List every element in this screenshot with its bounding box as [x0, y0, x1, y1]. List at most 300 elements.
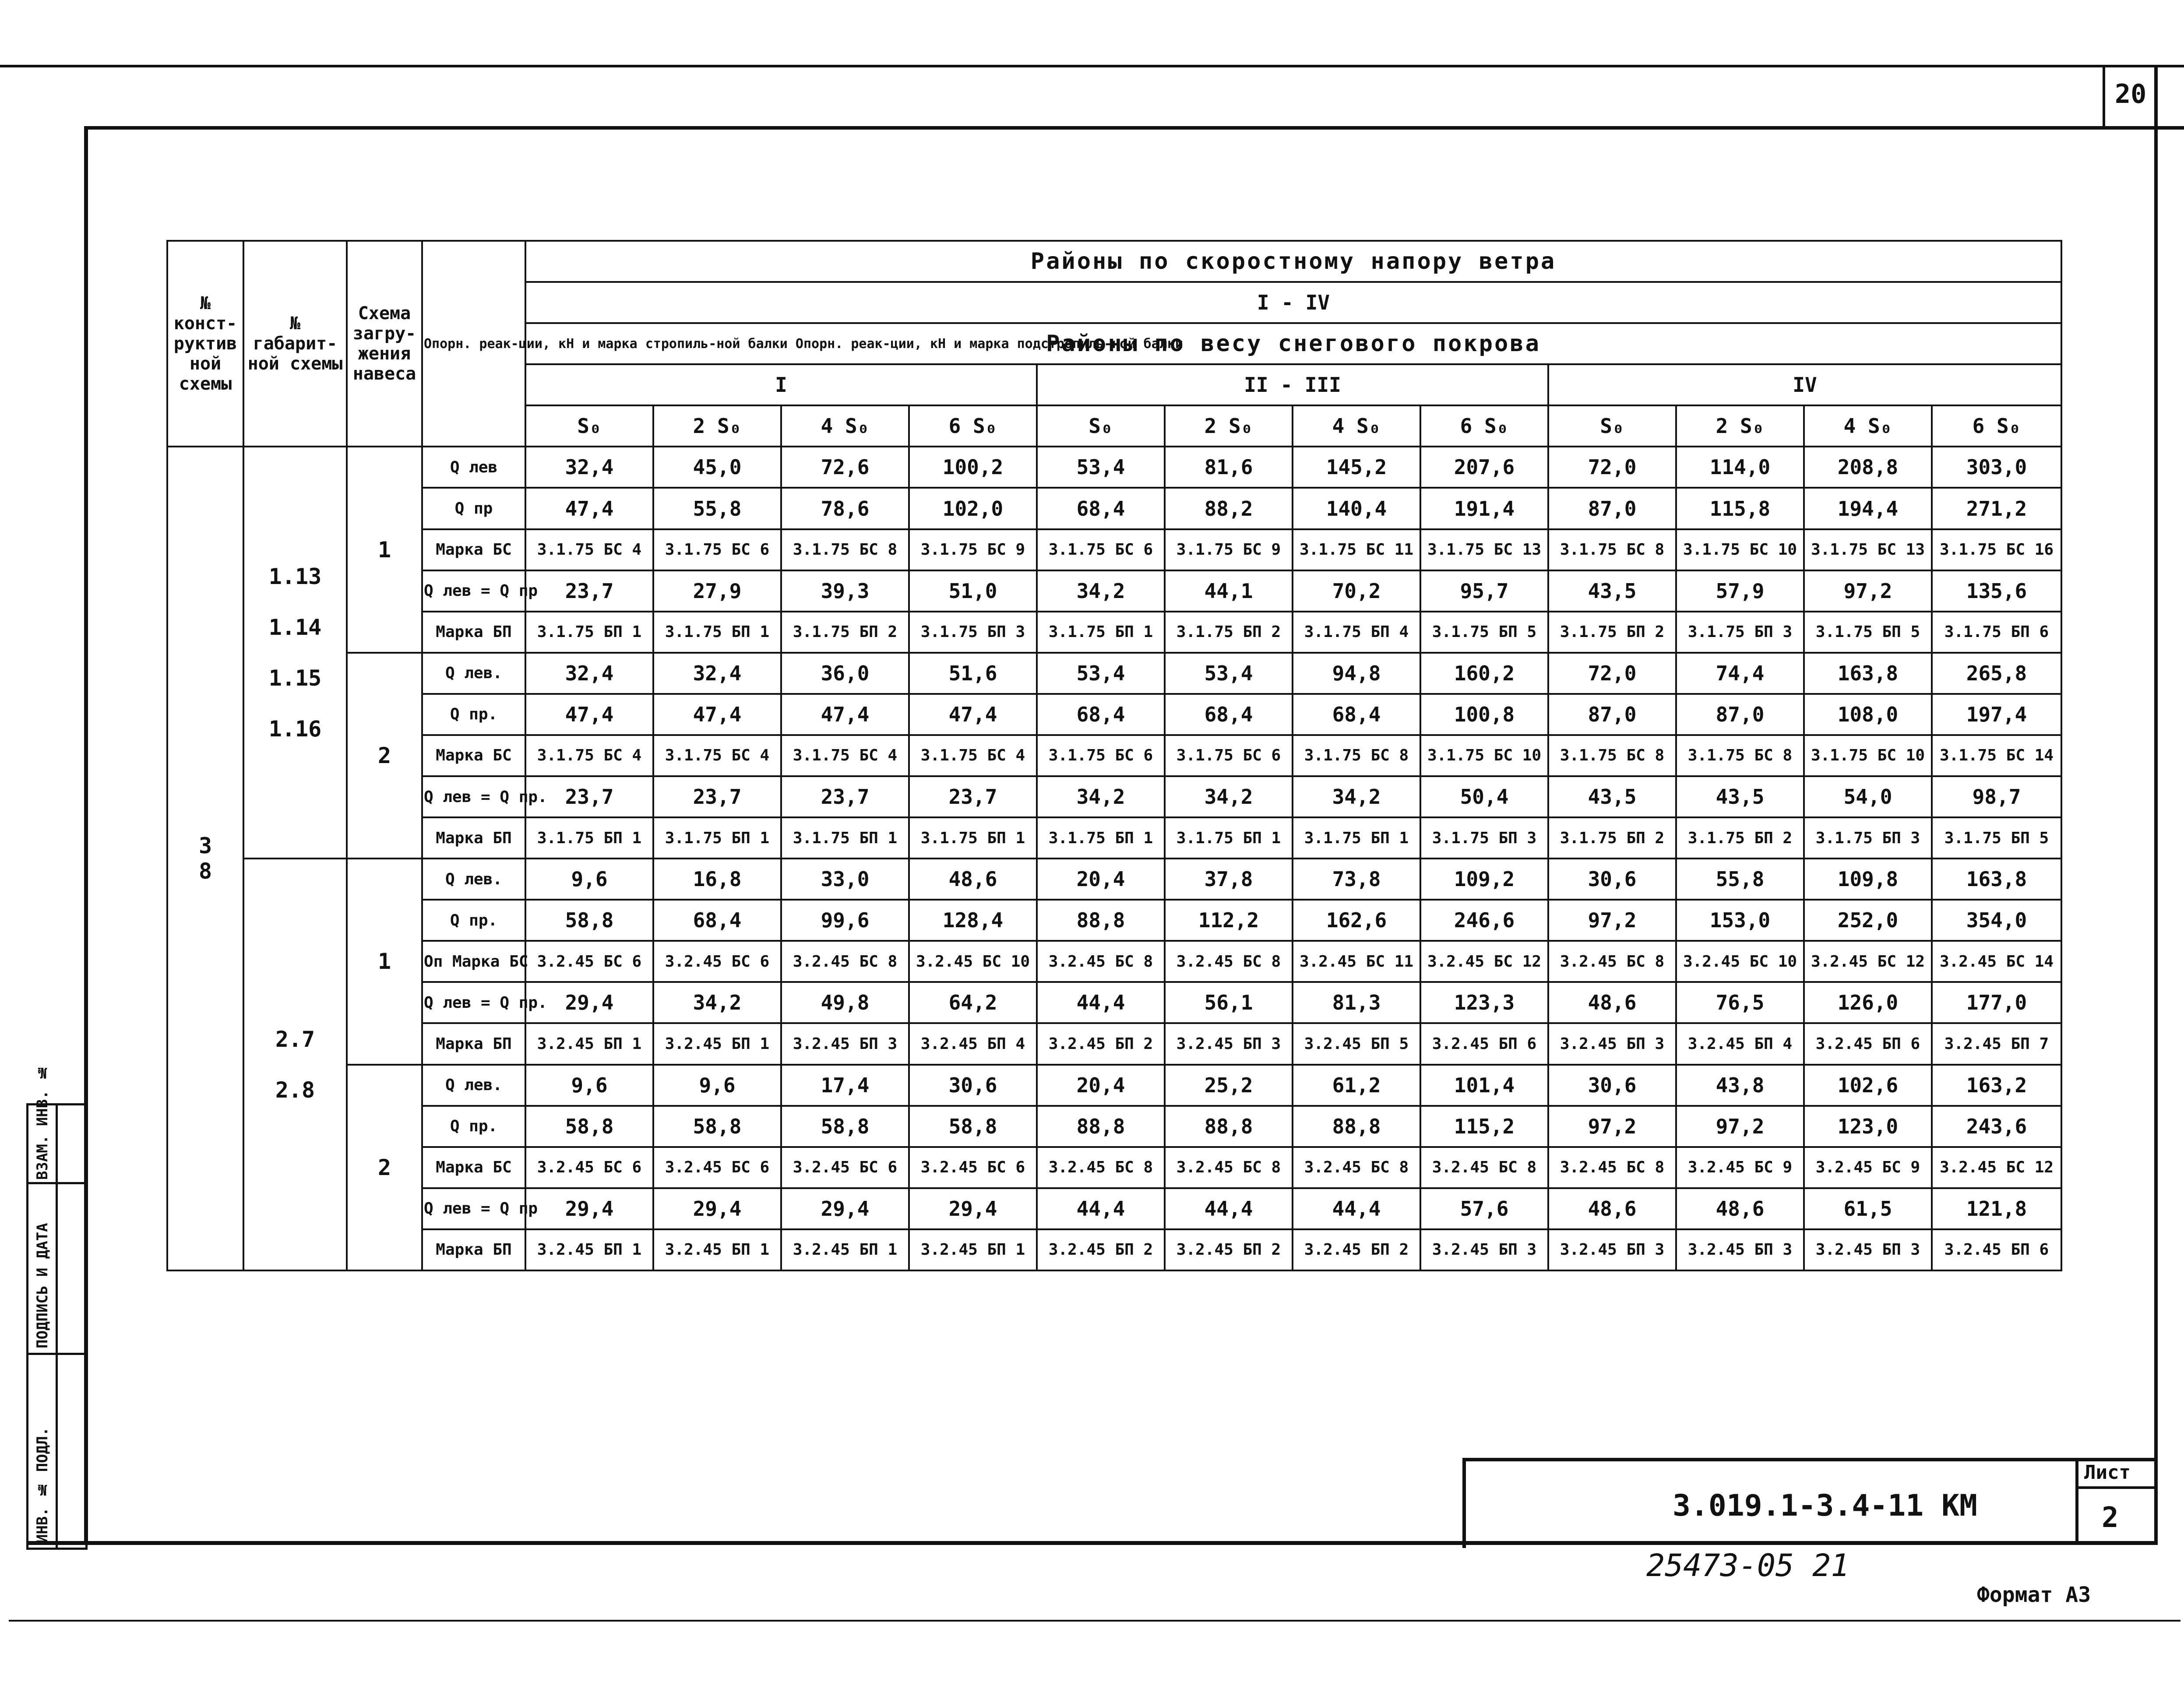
value-cell: 3.1.75 БП 3	[1804, 817, 1932, 859]
value-cell: 3.2.45 БП 6	[1932, 1229, 2061, 1270]
value-cell: 58,8	[525, 900, 653, 941]
value-cell: 3.1.75 БП 2	[1548, 817, 1676, 859]
load-col-header: 6 S₀	[1932, 405, 2061, 447]
table-row	[167, 776, 2061, 817]
value-cell: 99,6	[781, 900, 909, 941]
table-row	[167, 859, 2061, 900]
value-cell: 3.1.75 БП 2	[1548, 612, 1676, 653]
value-cell: 112,2	[1165, 900, 1293, 941]
value-cell: 3.1.75 БС 4	[525, 735, 653, 776]
value-cell: 3.1.75 БП 2	[1676, 817, 1804, 859]
sheet-label: Лист	[2084, 1461, 2131, 1484]
table-row	[167, 735, 2061, 776]
value-cell: 30,6	[909, 1065, 1037, 1106]
value-cell: 3.2.45 БП 3	[781, 1023, 909, 1064]
value-cell: 87,0	[1548, 694, 1676, 735]
value-cell: 48,6	[1548, 982, 1676, 1023]
table-row	[167, 1065, 2061, 1106]
value-cell: 207,6	[1420, 447, 1548, 488]
value-cell: 32,4	[653, 653, 781, 694]
value-cell: 34,2	[1037, 776, 1165, 817]
value-cell: 191,4	[1420, 488, 1548, 529]
value-cell: 303,0	[1932, 447, 2061, 488]
value-cell: 47,4	[653, 694, 781, 735]
value-cell: 208,8	[1804, 447, 1932, 488]
value-cell: 49,8	[781, 982, 909, 1023]
value-cell: 76,5	[1676, 982, 1804, 1023]
load-col-header: S₀	[525, 405, 653, 447]
value-cell: 3.2.45 БС 8	[1548, 1147, 1676, 1188]
value-cell: 30,6	[1548, 1065, 1676, 1106]
value-cell: 109,2	[1420, 859, 1548, 900]
value-cell: 27,9	[653, 570, 781, 612]
value-cell: 140,4	[1293, 488, 1420, 529]
value-cell: 3.2.45 БП 1	[525, 1023, 653, 1064]
snow-group-1: I	[525, 364, 1037, 405]
value-cell: 126,0	[1804, 982, 1932, 1023]
value-cell: 54,0	[1804, 776, 1932, 817]
row-label: Q лев.	[422, 859, 525, 900]
snow-group-2: II - III	[1037, 364, 1548, 405]
value-cell: 57,9	[1676, 570, 1804, 612]
value-cell: 3.2.45 БП 1	[909, 1229, 1037, 1270]
row-label: Q лев = Q пр	[422, 570, 525, 612]
value-cell: 3.1.75 БС 4	[781, 735, 909, 776]
value-cell: 33,0	[781, 859, 909, 900]
value-cell: 34,2	[1293, 776, 1420, 817]
value-cell: 3.1.75 БП 1	[525, 817, 653, 859]
value-cell: 3.2.45 БС 8	[1420, 1147, 1548, 1188]
value-cell: 3.1.75 БП 1	[1293, 817, 1420, 859]
value-cell: 3.2.45 БП 6	[1804, 1023, 1932, 1064]
value-cell: 45,0	[653, 447, 781, 488]
value-cell: 51,6	[909, 653, 1037, 694]
value-cell: 3.1.75 БС 4	[653, 735, 781, 776]
value-cell: 3.1.75 БП 1	[1165, 817, 1293, 859]
value-cell: 87,0	[1548, 488, 1676, 529]
value-cell: 3.2.45 БС 11	[1293, 941, 1420, 982]
value-cell: 246,6	[1420, 900, 1548, 941]
value-cell: 3.1.75 БП 3	[1676, 612, 1804, 653]
value-cell: 58,8	[653, 1106, 781, 1147]
value-cell: 197,4	[1932, 694, 2061, 735]
table-row	[167, 653, 2061, 694]
value-cell: 97,2	[1548, 900, 1676, 941]
value-cell: 97,2	[1676, 1106, 1804, 1147]
value-cell: 3.2.45 БП 3	[1420, 1229, 1548, 1270]
value-cell: 48,6	[909, 859, 1037, 900]
value-cell: 48,6	[1548, 1188, 1676, 1229]
value-cell: 3.1.75 БС 6	[1037, 529, 1165, 570]
value-cell: 3.1.75 БС 8	[781, 529, 909, 570]
value-cell: 135,6	[1932, 570, 2061, 612]
format-label: Формат А3	[1977, 1583, 2091, 1607]
value-cell: 354,0	[1932, 900, 2061, 941]
value-cell: 87,0	[1676, 694, 1804, 735]
stamp-vzam-inv: ВЗАМ. ИНВ. №	[34, 1063, 51, 1180]
value-cell: 3.2.45 БС 6	[525, 1147, 653, 1188]
value-cell: 23,7	[781, 776, 909, 817]
row-label: Q пр.	[422, 694, 525, 735]
value-cell: 3.2.45 БП 2	[1165, 1229, 1293, 1270]
row-label: Q лев.	[422, 1065, 525, 1106]
load-col-header: 6 S₀	[909, 405, 1037, 447]
value-cell: 3.1.75 БП 5	[1932, 817, 2061, 859]
value-cell: 3.1.75 БС 4	[909, 735, 1037, 776]
sheet-number: 2	[2102, 1502, 2119, 1534]
value-cell: 43,5	[1676, 776, 1804, 817]
value-cell: 20,4	[1037, 859, 1165, 900]
value-cell: 3.2.45 БС 8	[1548, 941, 1676, 982]
row-label: Марка БП	[422, 817, 525, 859]
value-cell: 34,2	[1037, 570, 1165, 612]
row-label: Марка БП	[422, 1023, 525, 1064]
value-cell: 44,1	[1165, 570, 1293, 612]
value-cell: 3.2.45 БС 12	[1804, 941, 1932, 982]
value-cell: 3.1.75 БС 6	[653, 529, 781, 570]
snow-group-3: IV	[1548, 364, 2061, 405]
value-cell: 160,2	[1420, 653, 1548, 694]
value-cell: 78,6	[781, 488, 909, 529]
wind-region-title: Районы по скоростному напору ветра	[525, 241, 2061, 282]
value-cell: 32,4	[525, 653, 653, 694]
value-cell: 3.1.75 БС 14	[1932, 735, 2061, 776]
value-cell: 3.1.75 БС 11	[1293, 529, 1420, 570]
table-row	[167, 1188, 2061, 1229]
value-cell: 23,7	[653, 776, 781, 817]
value-cell: 68,4	[1037, 488, 1165, 529]
value-cell: 68,4	[1037, 694, 1165, 735]
value-cell: 44,4	[1037, 982, 1165, 1023]
value-cell: 81,3	[1293, 982, 1420, 1023]
value-cell: 3.1.75 БП 2	[781, 612, 909, 653]
value-cell: 3.1.75 БП 1	[909, 817, 1037, 859]
value-cell: 47,4	[909, 694, 1037, 735]
value-cell: 265,8	[1932, 653, 2061, 694]
value-cell: 102,6	[1804, 1065, 1932, 1106]
value-cell: 3.1.75 БС 10	[1676, 529, 1804, 570]
value-cell: 3.2.45 БП 2	[1037, 1023, 1165, 1064]
value-cell: 3.1.75 БС 9	[1165, 529, 1293, 570]
value-cell: 3.1.75 БП 3	[1420, 817, 1548, 859]
value-cell: 3.2.45 БС 6	[653, 1147, 781, 1188]
value-cell: 271,2	[1932, 488, 2061, 529]
value-cell: 68,4	[1293, 694, 1420, 735]
value-cell: 74,4	[1676, 653, 1804, 694]
value-cell: 121,8	[1932, 1188, 2061, 1229]
value-cell: 47,4	[525, 488, 653, 529]
value-cell: 88,8	[1293, 1106, 1420, 1147]
value-cell: 97,2	[1804, 570, 1932, 612]
value-cell: 102,0	[909, 488, 1037, 529]
value-cell: 177,0	[1932, 982, 2061, 1023]
row-label: Q пр	[422, 488, 525, 529]
table-row	[167, 447, 2061, 488]
value-cell: 39,3	[781, 570, 909, 612]
value-cell: 3.2.45 БП 3	[1804, 1229, 1932, 1270]
value-cell: 3.2.45 БС 10	[1676, 941, 1804, 982]
value-cell: 3.2.45 БП 3	[1548, 1229, 1676, 1270]
value-cell: 3.2.45 БС 6	[909, 1147, 1037, 1188]
load-col-header: 2 S₀	[1165, 405, 1293, 447]
value-cell: 72,6	[781, 447, 909, 488]
value-cell: 47,4	[525, 694, 653, 735]
value-cell: 114,0	[1676, 447, 1804, 488]
value-cell: 3.2.45 БП 1	[653, 1023, 781, 1064]
load-col-header: 4 S₀	[1293, 405, 1420, 447]
value-cell: 88,8	[1037, 1106, 1165, 1147]
value-cell: 30,6	[1548, 859, 1676, 900]
value-cell: 44,4	[1165, 1188, 1293, 1229]
load-col-header: 2 S₀	[653, 405, 781, 447]
value-cell: 16,8	[653, 859, 781, 900]
table-row	[167, 694, 2061, 735]
value-cell: 3.1.75 БС 8	[1548, 529, 1676, 570]
value-cell: 9,6	[525, 1065, 653, 1106]
value-cell: 145,2	[1293, 447, 1420, 488]
sheet-number-top: 20	[2115, 79, 2147, 109]
value-cell: 163,8	[1932, 859, 2061, 900]
value-cell: 100,2	[909, 447, 1037, 488]
value-cell: 58,8	[781, 1106, 909, 1147]
value-cell: 100,8	[1420, 694, 1548, 735]
row-label: Q лев = Q пр.	[422, 982, 525, 1023]
header-load-scheme: Схема загру-жения навеса	[347, 241, 422, 447]
row-label: Марка БС	[422, 529, 525, 570]
value-cell: 29,4	[781, 1188, 909, 1229]
value-cell: 3.1.75 БС 8	[1293, 735, 1420, 776]
value-cell: 3.1.75 БП 1	[653, 817, 781, 859]
row-label: Q лев.	[422, 653, 525, 694]
value-cell: 3.2.45 БП 5	[1293, 1023, 1420, 1064]
side-stamp	[26, 1063, 88, 1550]
load-col-header: S₀	[1037, 405, 1165, 447]
bottom-rule	[9, 1620, 2180, 1622]
value-cell: 97,2	[1548, 1106, 1676, 1147]
top-rule	[0, 65, 2184, 67]
value-cell: 123,3	[1420, 982, 1548, 1023]
value-cell: 73,8	[1293, 859, 1420, 900]
value-cell: 153,0	[1676, 900, 1804, 941]
value-cell: 55,8	[1676, 859, 1804, 900]
value-cell: 3.2.45 БС 6	[781, 1147, 909, 1188]
value-cell: 29,4	[525, 1188, 653, 1229]
table-row	[167, 1106, 2061, 1147]
value-cell: 3.1.75 БП 6	[1932, 612, 2061, 653]
value-cell: 72,0	[1548, 447, 1676, 488]
table-row	[167, 817, 2061, 859]
gabarit-scheme-group: 1.13 1.14 1.15 1.16	[243, 447, 347, 859]
row-label: Q лев	[422, 447, 525, 488]
konstr-scheme-number: 3 8	[167, 447, 243, 1270]
stamp-podpis-data: ПОДПИСЬ И ДАТА	[34, 1223, 51, 1348]
value-cell: 3.1.75 БП 5	[1420, 612, 1548, 653]
value-cell: 29,4	[653, 1188, 781, 1229]
value-cell: 56,1	[1165, 982, 1293, 1023]
value-cell: 162,6	[1293, 900, 1420, 941]
value-cell: 3.2.45 БС 12	[1932, 1147, 2061, 1188]
value-cell: 50,4	[1420, 776, 1548, 817]
table-row	[167, 570, 2061, 612]
value-cell: 44,4	[1293, 1188, 1420, 1229]
value-cell: 3.2.45 БС 8	[1293, 1147, 1420, 1188]
value-cell: 57,6	[1420, 1188, 1548, 1229]
table-row	[167, 1023, 2061, 1064]
value-cell: 3.2.45 БС 9	[1676, 1147, 1804, 1188]
value-cell: 109,8	[1804, 859, 1932, 900]
value-cell: 43,8	[1676, 1065, 1804, 1106]
value-cell: 3.2.45 БП 1	[781, 1229, 909, 1270]
value-cell: 3.2.45 БС 8	[1037, 941, 1165, 982]
value-cell: 3.1.75 БП 1	[1037, 817, 1165, 859]
frame-top	[84, 126, 2184, 130]
drawing-code: 3.019.1-3.4-11 КМ	[1673, 1488, 1977, 1523]
value-cell: 64,2	[909, 982, 1037, 1023]
value-cell: 43,5	[1548, 570, 1676, 612]
value-cell: 101,4	[1420, 1065, 1548, 1106]
value-cell: 23,7	[525, 776, 653, 817]
frame-right	[2154, 65, 2158, 1545]
load-col-header: S₀	[1548, 405, 1676, 447]
row-label: Q пр.	[422, 1106, 525, 1147]
handwritten-number: 25473-05 21	[1646, 1548, 1849, 1583]
row-label: Q лев = Q пр	[422, 1188, 525, 1229]
value-cell: 3.1.75 БС 8	[1676, 735, 1804, 776]
value-cell: 3.2.45 БС 10	[909, 941, 1037, 982]
value-cell: 25,2	[1165, 1065, 1293, 1106]
value-cell: 252,0	[1804, 900, 1932, 941]
value-cell: 61,5	[1804, 1188, 1932, 1229]
value-cell: 3.2.45 БП 1	[525, 1229, 653, 1270]
load-col-header: 6 S₀	[1420, 405, 1548, 447]
table-row	[167, 529, 2061, 570]
table-row	[167, 488, 2061, 529]
value-cell: 3.2.45 БП 7	[1932, 1023, 2061, 1064]
load-table	[166, 240, 2062, 1271]
value-cell: 29,4	[525, 982, 653, 1023]
value-cell: 58,8	[909, 1106, 1037, 1147]
header-reactions: Опорн. реак-ции, кН и марка стропиль-ной балки Опорн. реак-ции, кН и марка подстропиль-ной балки	[422, 241, 525, 447]
value-cell: 3.1.75 БС 13	[1804, 529, 1932, 570]
value-cell: 68,4	[653, 900, 781, 941]
value-cell: 29,4	[909, 1188, 1037, 1229]
value-cell: 47,4	[781, 694, 909, 735]
value-cell: 48,6	[1676, 1188, 1804, 1229]
value-cell: 3.1.75 БП 1	[1037, 612, 1165, 653]
wind-region-range: I - IV	[525, 282, 2061, 323]
table-row	[167, 1147, 2061, 1188]
value-cell: 20,4	[1037, 1065, 1165, 1106]
value-cell: 44,4	[1037, 1188, 1165, 1229]
value-cell: 163,2	[1932, 1065, 2061, 1106]
value-cell: 3.2.45 БП 2	[1037, 1229, 1165, 1270]
load-scheme-number: 2	[347, 1065, 422, 1270]
value-cell: 17,4	[781, 1065, 909, 1106]
table-row	[167, 1229, 2061, 1270]
value-cell: 3.2.45 БП 2	[1293, 1229, 1420, 1270]
value-cell: 72,0	[1548, 653, 1676, 694]
load-scheme-number: 1	[347, 447, 422, 652]
value-cell: 3.2.45 БС 8	[781, 941, 909, 982]
value-cell: 61,2	[1293, 1065, 1420, 1106]
row-label: Марка БС	[422, 735, 525, 776]
value-cell: 98,7	[1932, 776, 2061, 817]
value-cell: 37,8	[1165, 859, 1293, 900]
value-cell: 70,2	[1293, 570, 1420, 612]
load-scheme-number: 1	[347, 859, 422, 1064]
value-cell: 3.2.45 БП 4	[909, 1023, 1037, 1064]
value-cell: 88,2	[1165, 488, 1293, 529]
value-cell: 3.2.45 БС 8	[1165, 1147, 1293, 1188]
value-cell: 3.2.45 БС 8	[1037, 1147, 1165, 1188]
row-label: Марка БС	[422, 1147, 525, 1188]
table-row	[167, 941, 2061, 982]
value-cell: 32,4	[525, 447, 653, 488]
load-col-header: 4 S₀	[781, 405, 909, 447]
value-cell: 3.1.75 БС 13	[1420, 529, 1548, 570]
value-cell: 34,2	[653, 982, 781, 1023]
value-cell: 3.1.75 БС 6	[1037, 735, 1165, 776]
row-label: Марка БП	[422, 612, 525, 653]
value-cell: 128,4	[909, 900, 1037, 941]
value-cell: 36,0	[781, 653, 909, 694]
snow-region-title: Районы по весу снегового покрова	[525, 323, 2061, 364]
gabarit-scheme-group: 2.7 2.8	[243, 859, 347, 1270]
value-cell: 88,8	[1165, 1106, 1293, 1147]
value-cell: 3.2.45 БП 4	[1676, 1023, 1804, 1064]
load-col-header: 4 S₀	[1804, 405, 1932, 447]
value-cell: 68,4	[1165, 694, 1293, 735]
value-cell: 3.2.45 БС 14	[1932, 941, 2061, 982]
value-cell: 9,6	[525, 859, 653, 900]
value-cell: 194,4	[1804, 488, 1932, 529]
value-cell: 3.1.75 БП 5	[1804, 612, 1932, 653]
sheet-number-box-left	[2103, 65, 2105, 126]
row-label: Q пр.	[422, 900, 525, 941]
value-cell: 3.1.75 БС 9	[909, 529, 1037, 570]
row-label: Q лев = Q пр.	[422, 776, 525, 817]
value-cell: 94,8	[1293, 653, 1420, 694]
table-row	[167, 612, 2061, 653]
value-cell: 3.1.75 БС 8	[1548, 735, 1676, 776]
value-cell: 115,2	[1420, 1106, 1548, 1147]
value-cell: 51,0	[909, 570, 1037, 612]
value-cell: 88,8	[1037, 900, 1165, 941]
value-cell: 58,8	[525, 1106, 653, 1147]
value-cell: 108,0	[1804, 694, 1932, 735]
value-cell: 243,6	[1932, 1106, 2061, 1147]
value-cell: 3.1.75 БП 4	[1293, 612, 1420, 653]
value-cell: 23,7	[909, 776, 1037, 817]
value-cell: 3.2.45 БС 12	[1420, 941, 1548, 982]
row-label: Оп Марка БС	[422, 941, 525, 982]
row-label: Марка БП	[422, 1229, 525, 1270]
value-cell: 3.1.75 БС 10	[1420, 735, 1548, 776]
value-cell: 53,4	[1037, 653, 1165, 694]
value-cell: 3.2.45 БП 3	[1676, 1229, 1804, 1270]
stamp-inv-podl: ИНВ. № ПОДЛ.	[34, 1427, 51, 1543]
value-cell: 3.1.75 БС 10	[1804, 735, 1932, 776]
value-cell: 115,8	[1676, 488, 1804, 529]
header-gabarit-scheme: № габарит-ной схемы	[243, 241, 347, 447]
value-cell: 3.1.75 БП 3	[909, 612, 1037, 653]
value-cell: 3.2.45 БП 3	[1165, 1023, 1293, 1064]
value-cell: 3.2.45 БС 8	[1165, 941, 1293, 982]
value-cell: 81,6	[1165, 447, 1293, 488]
value-cell: 123,0	[1804, 1106, 1932, 1147]
value-cell: 34,2	[1165, 776, 1293, 817]
value-cell: 3.2.45 БС 9	[1804, 1147, 1932, 1188]
